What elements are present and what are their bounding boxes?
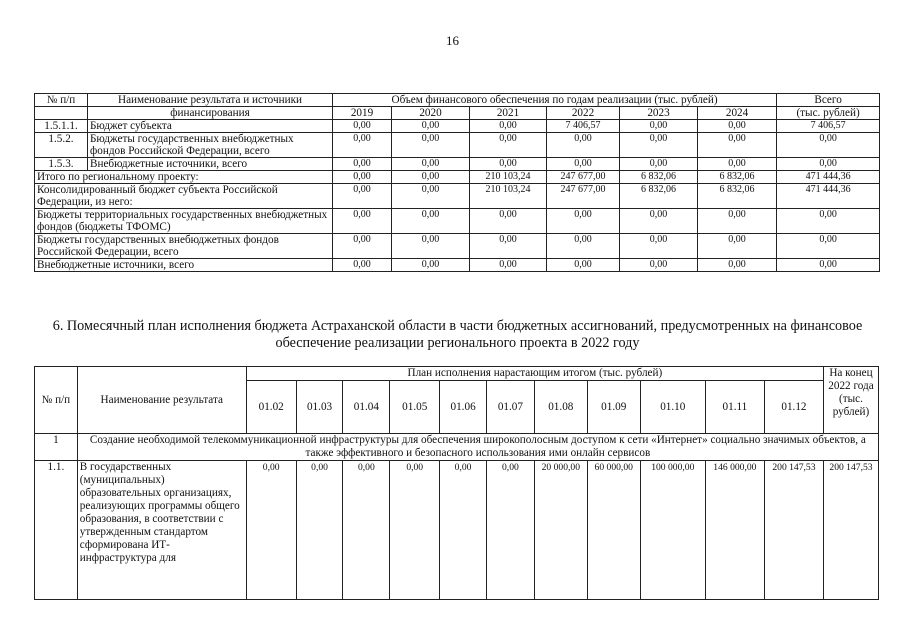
header-name-line2: финансирования [88, 107, 333, 120]
value-cell: 7 406,57 [547, 120, 620, 133]
row-num: 1.5.1.1. [35, 120, 88, 133]
month-header: 01.08 [534, 381, 587, 434]
financing-table [34, 93, 880, 272]
value-cell: 247 677,00 [547, 184, 620, 209]
result-row [35, 461, 879, 600]
value-cell: 0,00 [333, 209, 392, 234]
page-number: 16 [446, 33, 459, 48]
row-num: 1.5.3. [35, 158, 88, 171]
plan-header-end: На конец 2022 года (тыс. рублей) [823, 367, 878, 434]
row-name: Бюджет субъекта [88, 120, 333, 133]
month-header: 01.11 [705, 381, 764, 434]
value-cell: 0,00 [547, 259, 620, 272]
data-row [35, 133, 880, 158]
data-row [35, 120, 880, 133]
header-years-row [35, 107, 880, 120]
value-cell: 0,00 [392, 234, 470, 259]
total-cell: 0,00 [777, 209, 880, 234]
month-header: 01.04 [343, 381, 390, 434]
value-cell: 0,00 [698, 120, 777, 133]
year-cell: 2020 [392, 107, 470, 120]
value-cell: 0,00 [698, 234, 777, 259]
group-row [35, 434, 879, 461]
value-cell: 0,00 [698, 133, 777, 158]
header-name: Наименование результата и источники [88, 94, 333, 107]
month-header: 01.10 [640, 381, 705, 434]
header-volume: Объем финансового обеспечения по годам реализации (тыс. рублей) [333, 94, 777, 107]
total-cell: 0,00 [777, 234, 880, 259]
plan-header-num: № п/п [35, 367, 78, 434]
month-value-cell: 100 000,00 [640, 461, 705, 600]
summary-name: Внебюджетные источники, всего [35, 259, 333, 272]
year-cell: 2021 [470, 107, 547, 120]
month-header: 01.09 [587, 381, 640, 434]
value-cell: 0,00 [333, 171, 392, 184]
value-cell: 210 103,24 [470, 184, 547, 209]
header-total-line2: (тыс. рублей) [777, 107, 880, 120]
value-cell: 0,00 [470, 259, 547, 272]
monthly-plan-table [34, 366, 879, 600]
value-cell: 0,00 [547, 133, 620, 158]
value-cell: 0,00 [333, 158, 392, 171]
year-cell: 2024 [698, 107, 777, 120]
month-header: 01.02 [246, 381, 296, 434]
value-cell: 210 103,24 [470, 171, 547, 184]
value-cell: 0,00 [392, 133, 470, 158]
group-title: Создание необходимой телекоммуникационной инфраструктуры для обеспечения широкополосным доступом к сети «Интернет» социально значимых объектов, а также эффективного и безопасного использования ими онлайн сервисов [77, 434, 878, 461]
value-cell: 0,00 [392, 120, 470, 133]
header-total: Всего [777, 94, 880, 107]
month-value-cell: 0,00 [390, 461, 440, 600]
month-header: 01.07 [486, 381, 534, 434]
total-cell: 0,00 [777, 133, 880, 158]
month-header: 01.06 [440, 381, 487, 434]
row-num: 1.5.2. [35, 133, 88, 158]
month-value-cell: 60 000,00 [587, 461, 640, 600]
value-cell: 0,00 [620, 234, 698, 259]
value-cell: 0,00 [620, 259, 698, 272]
value-cell: 0,00 [698, 209, 777, 234]
summary-name: Бюджеты территориальных государственных внебюджетных фондов (бюджеты ТФОМС) [35, 209, 333, 234]
month-value-cell: 146 000,00 [705, 461, 764, 600]
summary-row [35, 171, 880, 184]
value-cell: 0,00 [620, 158, 698, 171]
section-title: 6. Помесячный план исполнения бюджета Астраханской области в части бюджетных ассигнований, предусмотренных на финансовое обеспечение реализации регионального проекта в 2022 году [52, 318, 863, 351]
value-cell: 0,00 [620, 120, 698, 133]
value-cell: 6 832,06 [620, 171, 698, 184]
row-name: Бюджеты государственных внебюджетных фондов Российской Федерации, всего [88, 133, 333, 158]
value-cell: 0,00 [470, 158, 547, 171]
value-cell: 0,00 [392, 259, 470, 272]
value-cell: 0,00 [333, 259, 392, 272]
month-header: 01.12 [764, 381, 823, 434]
year-cell: 2023 [620, 107, 698, 120]
value-cell: 0,00 [392, 171, 470, 184]
result-num: 1.1. [35, 461, 78, 600]
plan-header-row [35, 367, 879, 381]
value-cell: 0,00 [392, 158, 470, 171]
row-name: Внебюджетные источники, всего [88, 158, 333, 171]
plan-header-name: Наименование результата [77, 367, 246, 434]
data-row [35, 158, 880, 171]
summary-row [35, 209, 880, 234]
total-cell: 471 444,36 [777, 184, 880, 209]
month-value-cell: 0,00 [343, 461, 390, 600]
month-value-cell: 200 147,53 [764, 461, 823, 600]
value-cell: 0,00 [620, 209, 698, 234]
summary-name: Консолидированный бюджет субъекта Российской Федерации, из него: [35, 184, 333, 209]
value-cell: 0,00 [333, 234, 392, 259]
header-row [35, 94, 880, 107]
end-value-cell: 200 147,53 [823, 461, 878, 600]
value-cell: 0,00 [470, 133, 547, 158]
year-cell: 2022 [547, 107, 620, 120]
value-cell: 0,00 [620, 133, 698, 158]
value-cell: 0,00 [392, 184, 470, 209]
value-cell: 0,00 [470, 234, 547, 259]
value-cell: 0,00 [698, 259, 777, 272]
value-cell: 0,00 [333, 133, 392, 158]
result-name: В государственных (муниципальных) образовательных организациях, реализующих программы общего образования, в соответствии с утвержденным стандартом сформирована ИТ-инфраструктура для [77, 461, 246, 600]
value-cell: 6 832,06 [698, 184, 777, 209]
summary-row [35, 259, 880, 272]
value-cell: 0,00 [470, 209, 547, 234]
year-cell: 2019 [333, 107, 392, 120]
value-cell: 0,00 [333, 120, 392, 133]
value-cell: 0,00 [547, 209, 620, 234]
value-cell: 0,00 [698, 158, 777, 171]
summary-row [35, 184, 880, 209]
month-value-cell: 0,00 [440, 461, 487, 600]
value-cell: 0,00 [470, 120, 547, 133]
total-cell: 7 406,57 [777, 120, 880, 133]
total-cell: 471 444,36 [777, 171, 880, 184]
summary-name: Итого по региональному проекту: [35, 171, 333, 184]
month-header: 01.05 [390, 381, 440, 434]
summary-name: Бюджеты государственных внебюджетных фондов Российской Федерации, всего [35, 234, 333, 259]
value-cell: 6 832,06 [698, 171, 777, 184]
month-value-cell: 0,00 [246, 461, 296, 600]
value-cell: 0,00 [333, 184, 392, 209]
value-cell: 6 832,06 [620, 184, 698, 209]
plan-header-plan: План исполнения нарастающим итогом (тыс. рублей) [246, 367, 823, 381]
month-header: 01.03 [296, 381, 343, 434]
value-cell: 0,00 [547, 158, 620, 171]
value-cell: 0,00 [392, 209, 470, 234]
month-value-cell: 0,00 [486, 461, 534, 600]
total-cell: 0,00 [777, 259, 880, 272]
value-cell: 0,00 [547, 234, 620, 259]
value-cell: 247 677,00 [547, 171, 620, 184]
total-cell: 0,00 [777, 158, 880, 171]
summary-row [35, 234, 880, 259]
group-num: 1 [35, 434, 78, 461]
header-num: № п/п [35, 94, 88, 107]
month-value-cell: 20 000,00 [534, 461, 587, 600]
month-value-cell: 0,00 [296, 461, 343, 600]
